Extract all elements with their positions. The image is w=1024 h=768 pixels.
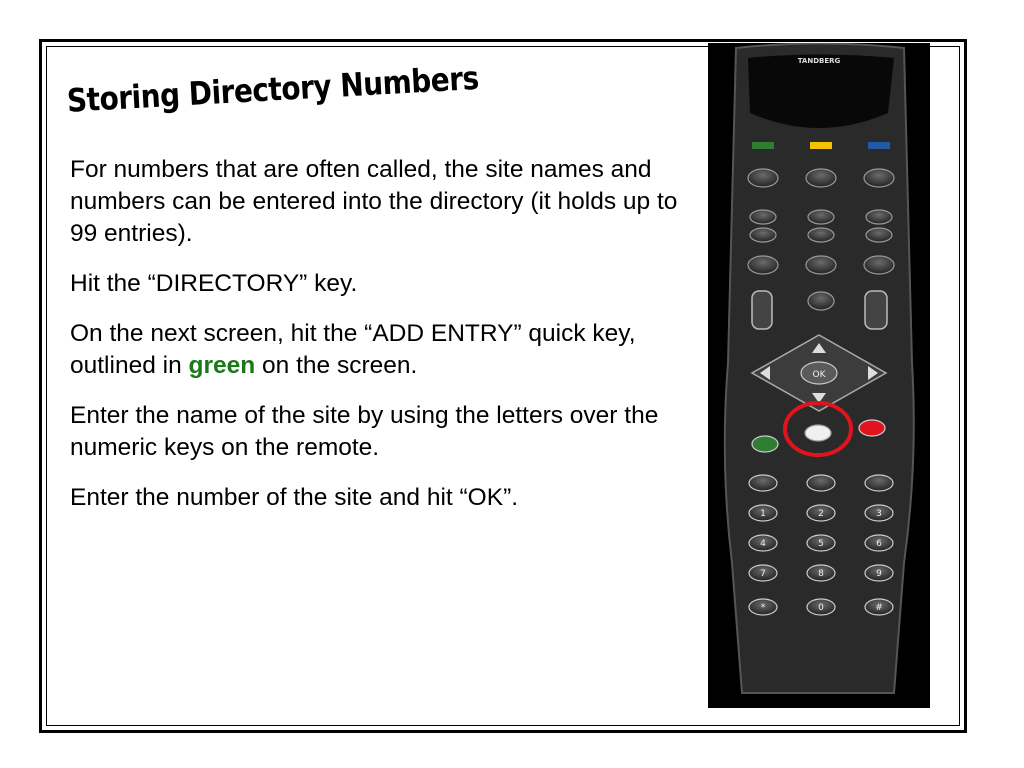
remote-key <box>748 256 778 274</box>
yellow-function-key <box>810 142 832 149</box>
keypad-digit-label: 6 <box>876 539 882 549</box>
red-quick-key <box>859 420 885 436</box>
keypad-digit-label: 8 <box>818 569 824 579</box>
remote-key <box>808 210 834 224</box>
paragraph-directory-intro: For numbers that are often called, the site names and numbers can be entered into the directory (it holds up to 99 entries). <box>70 156 678 247</box>
paragraph-hit-directory: Hit the “DIRECTORY” key. <box>70 270 358 297</box>
remote-key <box>864 256 894 274</box>
remote-control-drawing <box>708 43 930 708</box>
remote-key <box>806 256 836 274</box>
paragraph-enter-name: Enter the name of the site by using the letters over the numeric keys on the remote. <box>70 402 659 461</box>
keypad-digit-label: # <box>875 603 883 613</box>
keypad-key <box>865 475 893 491</box>
remote-key <box>750 228 776 242</box>
keypad-digit-label: 4 <box>760 539 766 549</box>
ok-key-label: OK <box>812 370 826 380</box>
remote-key <box>748 169 778 187</box>
keypad-digit-label: 7 <box>760 569 766 579</box>
remote-key <box>806 169 836 187</box>
volume-rocker <box>752 291 772 329</box>
paragraph-enter-number: Enter the number of the site and hit “OK”. <box>70 484 519 511</box>
keypad-digit-label: * <box>760 603 766 613</box>
green-highlight-word: green <box>188 352 256 379</box>
remote-key <box>866 228 892 242</box>
keypad-digit-label: 1 <box>760 509 766 519</box>
green-function-key <box>752 142 774 149</box>
keypad-key <box>749 475 777 491</box>
paragraph-add-entry <box>70 318 700 382</box>
keypad-digit-label: 5 <box>818 539 824 549</box>
remote-key <box>864 169 894 187</box>
slide-title: Storing Directory Numbers <box>66 58 480 120</box>
remote-brand-label: TANDBERG <box>797 57 841 65</box>
green-quick-key <box>752 436 778 452</box>
keypad-digit-label: 3 <box>876 509 882 519</box>
remote-key <box>866 210 892 224</box>
keypad-key <box>807 475 835 491</box>
keypad-digit-label: 9 <box>876 569 882 579</box>
keypad-digit-label: 0 <box>818 603 824 613</box>
remote-key <box>808 228 834 242</box>
remote-control-image <box>708 43 930 708</box>
add-entry-text-start: On the next screen, hit the “ADD ENTRY” quick key, outlined in <box>70 320 636 379</box>
remote-top-window <box>748 55 894 129</box>
remote-key <box>808 292 834 310</box>
add-entry-text-end: on the screen. <box>255 352 418 379</box>
blue-function-key <box>868 142 890 149</box>
add-entry-key <box>805 425 831 441</box>
slide-body <box>70 154 700 532</box>
remote-key <box>750 210 776 224</box>
keypad-digit-label: 2 <box>818 509 824 519</box>
zoom-rocker <box>865 291 887 329</box>
